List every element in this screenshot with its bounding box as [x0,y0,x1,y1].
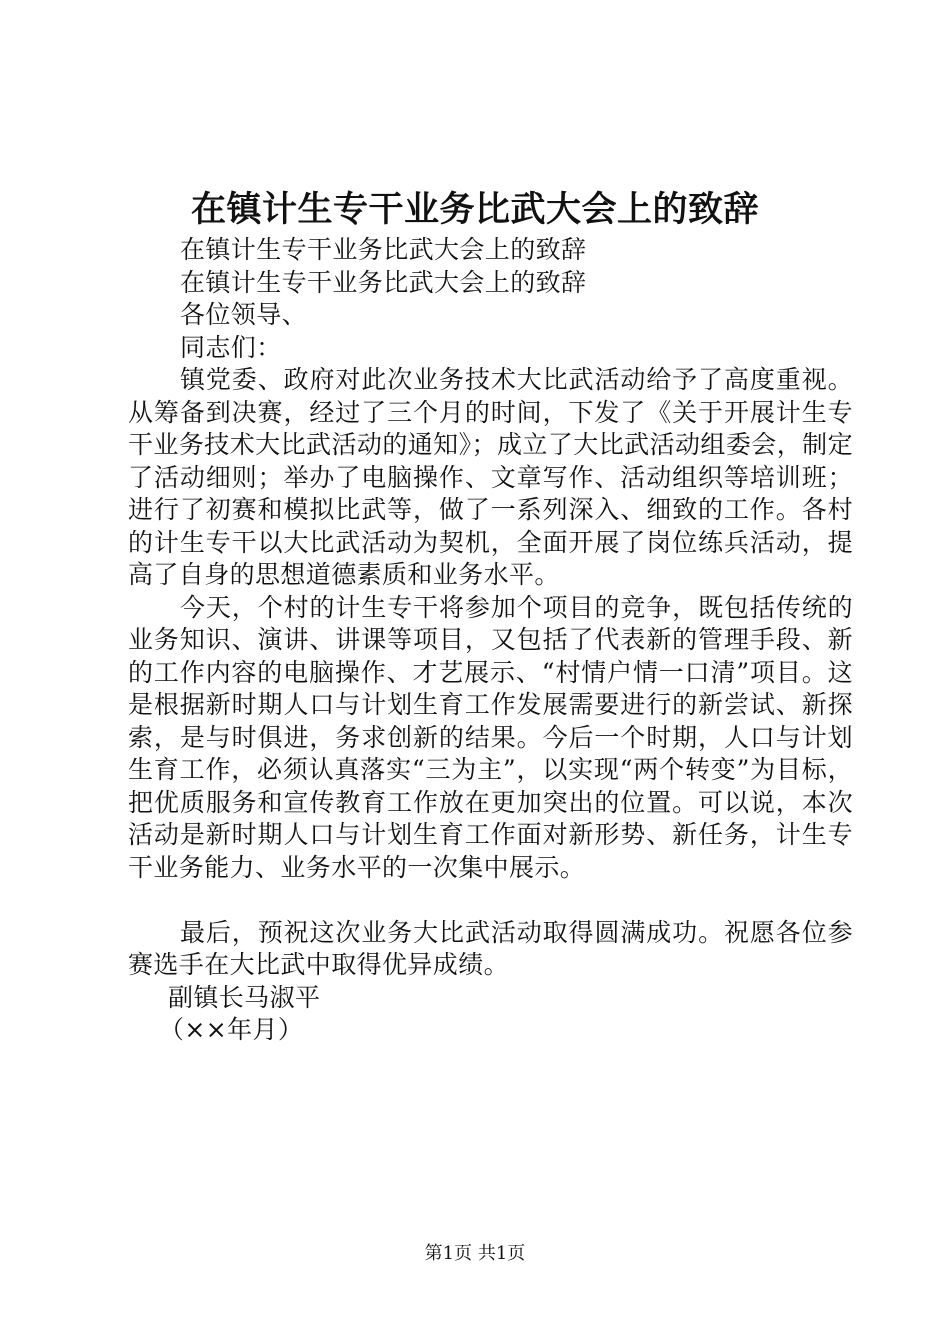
document-body [128,234,853,1047]
signature: 副镇长马淑平 [168,982,321,1012]
subtitle-line-2: 在镇计生专干业务比武大会上的致辞 [180,267,587,297]
document-title: 在镇计生专干业务比武大会上的致辞 [190,189,759,230]
salutation-leaders: 各位领导、 [180,300,308,329]
page-footer: 第1页 共1页 [424,1243,526,1264]
paragraph-2: 今天，个村的计生专干将参加个项目的竞争，既包括传统的业务知识、演讲、讲课等项目，又包括了代表新的管理手段、新的工作内容的电脑操作、才艺展示、“村情户情一口清”项目。这是根据新时期人口与计划生育工作发展需要进行的新尝试、新探索，是与时俱进，务求创新的结果。今后一个时期，人口与计划生育工作，必须认真落实“三为主”，以实现“两个转变”为目标，把优质服务和宣传教育工作放在更加突出的位置。可以说，本次活动是新时期人口与计划生育工作面对新形势、新任务，计生专干业务能力、业务水平的一次集中展示。 [128,592,853,882]
paragraph-1: 镇党委、政府对此次业务技术大比武活动给予了高度重视。从筹备到决赛，经过了三个月的时间，下发了《关于开展计生专干业务技术大比武活动的通知》；成立了大比武活动组委会，制定了活动细则；举办了电脑操作、文章写作、活动组织等培训班；进行了初赛和模拟比武等，做了一系列深入、细致的工作。各村的计生专干以大比武活动为契机，全面开展了岗位练兵活动，提高了自身的思想道德素质和业务水平。 [128,365,853,589]
salutation-comrades: 同志们： [180,332,282,362]
paragraph-3: 最后，预祝这次业务大比武活动取得圆满成功。祝愿各位参赛选手在大比武中取得优异成绩。 [128,917,853,979]
subtitle-line-1: 在镇计生专干业务比武大会上的致辞 [180,235,587,264]
date-line: （××年月） [159,1015,304,1044]
blank-line [128,884,853,917]
